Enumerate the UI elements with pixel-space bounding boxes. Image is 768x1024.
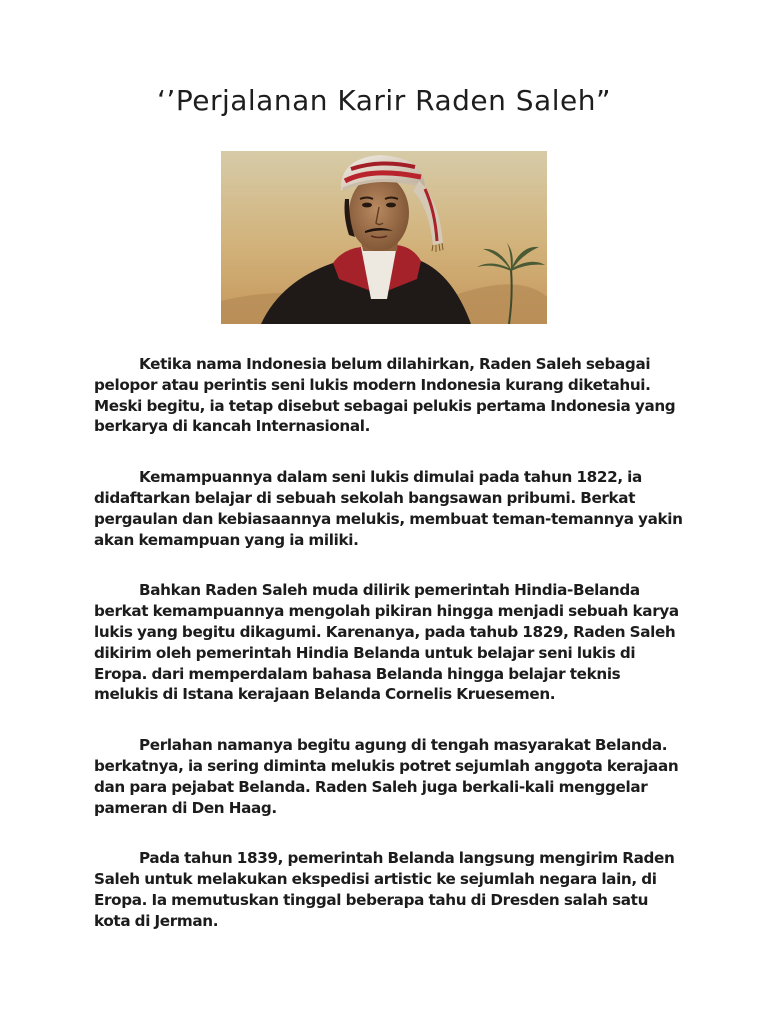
article-body [94, 354, 684, 962]
paragraph-1: Ketika nama Indonesia belum dilahirkan, Raden Saleh sebagai pelopor atau perintis seni lukis modern Indonesia kurang diketahui. Meski begitu, ia tetap disebut sebagai pelukis pertama Indonesia yang berkarya di kancah Internasional. [94, 355, 676, 436]
paragraph-4: Perlahan namanya begitu agung di tengah masyarakat Belanda. berkatnya, ia sering diminta melukis potret sejumlah anggota kerajaan dan para pejabat Belanda. Raden Saleh juga berkali-kali menggelar pameran di Den Haag. [94, 736, 679, 817]
portrait-image [221, 151, 547, 324]
paragraph-2: Kemampuannya dalam seni lukis dimulai pada tahun 1822, ia didaftarkan belajar di sebuah sekolah bangsawan pribumi. Berkat pergaulan dan kebiasaannya melukis, membuat teman-temannya yakin akan kemampuan yang ia miliki. [94, 468, 683, 549]
paragraph-3: Bahkan Raden Saleh muda dilirik pemerintah Hindia-Belanda berkat kemampuannya mengolah pikiran hingga menjadi sebuah karya lukis yang begitu dikagumi. Karenanya, pada tahub 1829, Raden Saleh dikirim oleh pemerintah Hindia Belanda untuk belajar seni lukis di Eropa. dari memperdalam bahasa Belanda hingga belajar teknis melukis di Istana kerajaan Belanda Cornelis Kruesemen. [94, 581, 679, 704]
paragraph-5: Pada tahun 1839, pemerintah Belanda langsung mengirim Raden Saleh untuk melakukan ekspedisi artistic ke sejumlah negara lain, di Eropa. Ia memutuskan tinggal beberapa tahu di Dresden salah satu kota di Jerman. [94, 849, 675, 930]
page-title: ‘’Perjalanan Karir Raden Saleh” [157, 84, 611, 117]
portrait-painting-icon [221, 151, 547, 324]
